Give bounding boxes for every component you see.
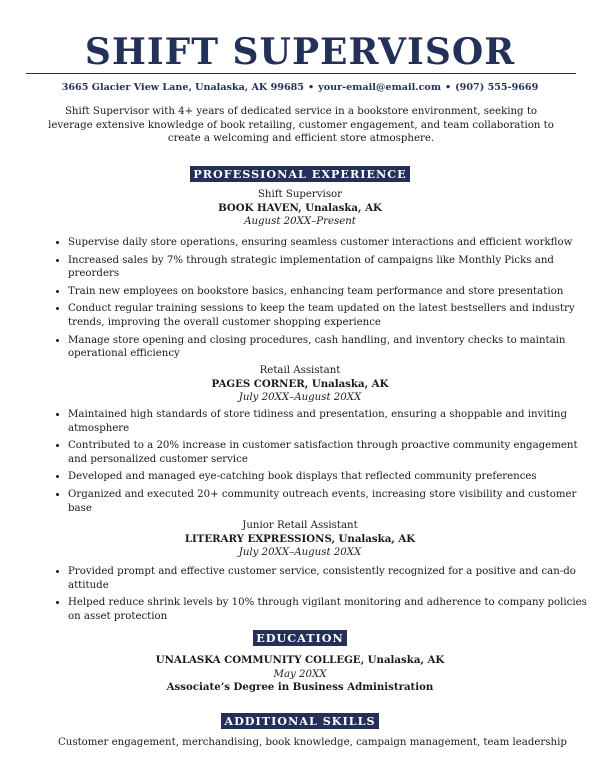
bullet-item: • Contributed to a 20% increase in customer satisfaction through proactive community engagement and personalized customer service bbox=[68, 439, 594, 466]
job-dates: July 20XX–August 20XX bbox=[238, 392, 362, 404]
job-company: LITERARY EXPRESSIONS, Unalaska, AK bbox=[184, 532, 416, 545]
education-date: May 20XX bbox=[273, 668, 327, 680]
job-title: Retail Assistant bbox=[259, 365, 341, 376]
header-divider bbox=[26, 73, 576, 74]
section-heading-experience bbox=[0, 163, 600, 182]
bullet-item: • Train new employees on bookstore basics, enhancing team performance and store presentation bbox=[68, 285, 594, 299]
bullet-item: • Provided prompt and effective customer service, consistently recognized for a positive and can-do attitude bbox=[68, 565, 594, 592]
job-dates: August 20XX–Present bbox=[244, 216, 356, 228]
contact-email: your-email@email.com bbox=[318, 82, 441, 93]
bullet-item: • Maintained high standards of store tidiness and presentation, ensuring a shoppable and inviting atmosphere bbox=[68, 408, 594, 435]
section-heading-label: PROFESSIONAL EXPERIENCE bbox=[190, 166, 409, 182]
skills-line: Customer engagement, merchandising, book knowledge, campaign management, team leadership bbox=[58, 737, 567, 748]
contact-separator: • bbox=[444, 82, 452, 93]
education-school: UNALASKA COMMUNITY COLLEGE, Unalaska, AK bbox=[155, 654, 445, 666]
bullet-item: • Helped reduce shrink levels by 10% through vigilant monitoring and adherence to company policies on asset protection bbox=[68, 596, 594, 623]
summary-paragraph: Shift Supervisor with 4+ years of dedicated service in a bookstore environment, seeking to leverage extensive knowledge of book retailing, customer engagement, and team collaboration to create a welcoming and efficient store atmosphere. bbox=[48, 106, 554, 145]
job-title: Junior Retail Assistant bbox=[242, 520, 358, 531]
bullet-item: • Supervise daily store operations, ensuring seamless customer interactions and efficient workflow bbox=[68, 236, 594, 250]
job-company: BOOK HAVEN, Unalaska, AK bbox=[218, 201, 382, 214]
job-entry bbox=[0, 364, 600, 405]
education-entry bbox=[0, 654, 600, 695]
contact-line bbox=[0, 82, 600, 93]
bullet-item: • Increased sales by 7% through strategic implementation of campaigns like Monthly Picks and preorders bbox=[68, 254, 594, 281]
job-bullets bbox=[46, 236, 594, 365]
bullet-item: • Developed and managed eye-catching book displays that reflected community preferences bbox=[68, 470, 594, 484]
job-dates: July 20XX–August 20XX bbox=[238, 547, 362, 559]
resume-name: SHIFT SUPERVISOR bbox=[84, 31, 516, 73]
job-title: Shift Supervisor bbox=[257, 189, 343, 200]
job-bullets bbox=[46, 408, 594, 519]
bullet-item: • Organized and executed 20+ community outreach events, increasing store visibility and customer base bbox=[68, 488, 594, 515]
bullet-item: • Manage store opening and closing procedures, cash handling, and inventory checks to maintain operational efficiency bbox=[68, 334, 594, 361]
section-heading-education bbox=[0, 627, 600, 646]
contact-separator: • bbox=[308, 82, 315, 93]
job-entry bbox=[0, 188, 600, 229]
job-bullets bbox=[46, 565, 594, 627]
bullet-item: • Conduct regular training sessions to keep the team updated on the latest bestsellers and industry trends, improving the overall customer shopping experience bbox=[68, 302, 594, 329]
job-entry bbox=[0, 519, 600, 560]
education-degree: Associate’s Degree in Business Administration bbox=[166, 681, 434, 694]
job-company: PAGES CORNER, Unalaska, AK bbox=[211, 377, 389, 390]
section-heading-skills bbox=[0, 710, 600, 729]
section-heading-label: ADDITIONAL SKILLS bbox=[221, 713, 378, 729]
contact-address: 3665 Glacier View Lane, Unalaska, AK 99685 bbox=[61, 82, 304, 93]
section-heading-label: EDUCATION bbox=[253, 630, 347, 646]
contact-phone: (907) 555-9669 bbox=[455, 82, 539, 93]
